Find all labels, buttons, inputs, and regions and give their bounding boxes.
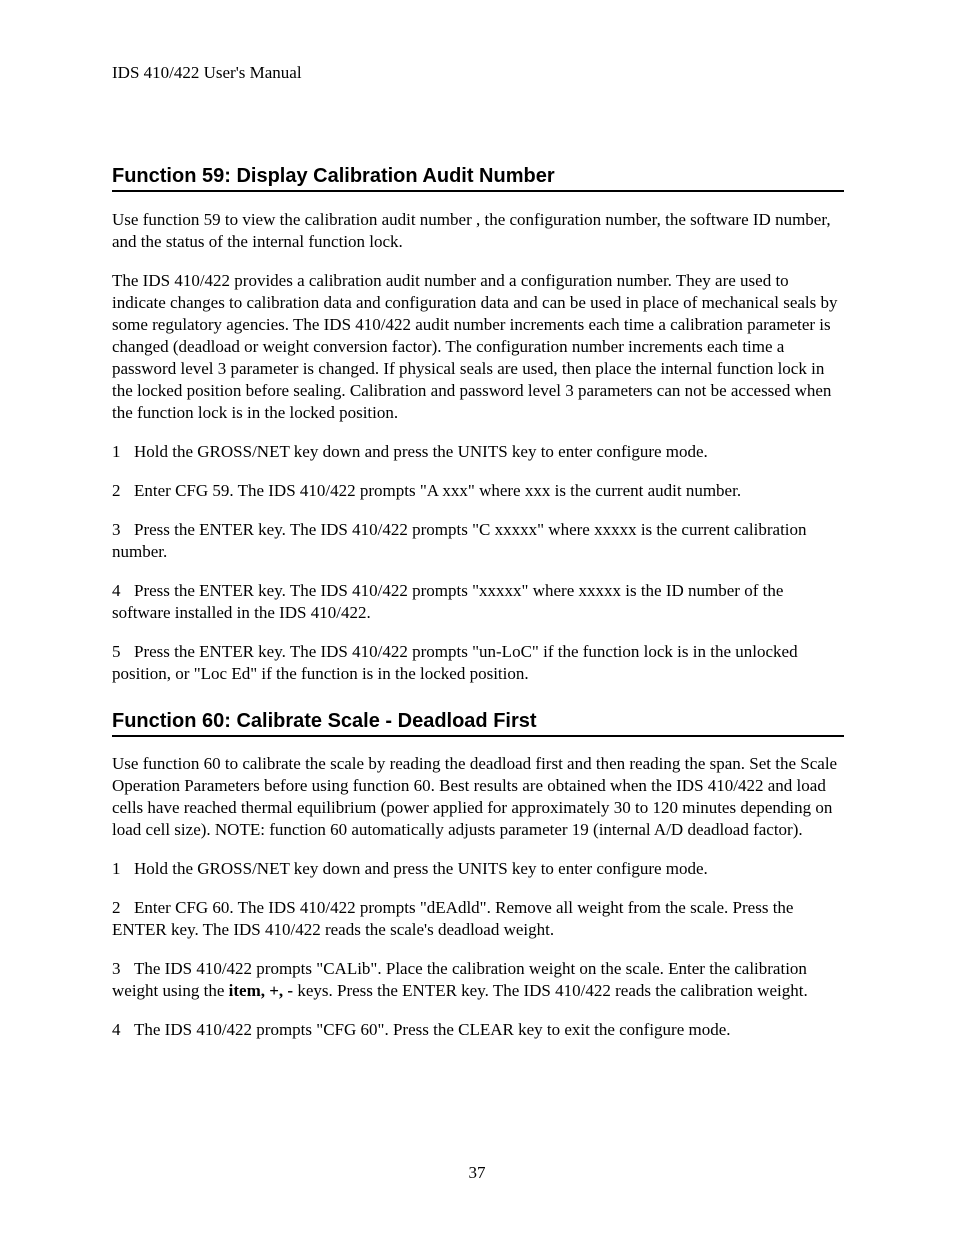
step-number: 3 [112, 959, 121, 978]
function-59-step-3 [112, 519, 844, 563]
step-number: 4 [112, 581, 121, 600]
function-59-description: The IDS 410/422 provides a calibration audit number and a configuration number. They are used to indicate changes to calibration data and configuration data and can be used in place of mechanical seals by some regulatory agencies. The IDS 410/422 audit number increments each time a calibration parameter is changed (deadload or weight conversion factor). The configuration number increments each time a password level 3 parameter is changed. If physical seals are used, then place the internal function lock in the locked position before sealing. Calibration and password level 3 parameters can not be accessed when the function lock is in the locked position. [112, 271, 838, 422]
step-number: 1 [112, 859, 121, 878]
function-60-step-1 [112, 858, 844, 880]
step-text: Enter CFG 60. The IDS 410/422 prompts "dEAdld". Remove all weight from the scale. Press the ENTER key. The IDS 410/422 reads the scale's deadload weight. [112, 898, 794, 939]
step-text-start: The IDS 410/422 prompts "CALib". Place the calibration weight on the scale. Enter the calibration weight using the [112, 959, 807, 1000]
step-number: 4 [112, 1020, 121, 1039]
function-59-step-4 [112, 580, 844, 624]
page-content [112, 163, 844, 1041]
step-number: 5 [112, 642, 121, 661]
step-text: Press the ENTER key. The IDS 410/422 prompts "xxxxx" where xxxxx is the ID number of the software installed in the IDS 410/422. [112, 581, 784, 622]
step-text: Press the ENTER key. The IDS 410/422 prompts "un-LoC" if the function lock is in the unlocked position, or "Loc Ed" if the function is in the locked position. [112, 642, 798, 683]
function-60-step-3 [112, 958, 844, 1002]
step-text-end: keys. Press the ENTER key. The IDS 410/422 reads the calibration weight. [293, 981, 808, 1000]
step-number: 1 [112, 442, 121, 461]
step-text: Enter CFG 59. The IDS 410/422 prompts "A xxx" where xxx is the current audit number. [134, 481, 742, 500]
step-number: 3 [112, 520, 121, 539]
step-text: The IDS 410/422 prompts "CFG 60". Press the CLEAR key to exit the configure mode. [134, 1020, 731, 1039]
step-number: 2 [112, 898, 121, 917]
function-59-step-2 [112, 480, 844, 502]
page-number: 37 [468, 1163, 486, 1182]
step-text: Hold the GROSS/NET key down and press the UNITS key to enter configure mode. [134, 442, 708, 461]
function-60-heading: Function 60: Calibrate Scale - Deadload First [112, 708, 844, 737]
step-number: 2 [112, 481, 121, 500]
step-text: Hold the GROSS/NET key down and press the UNITS key to enter configure mode. [134, 859, 708, 878]
function-60-step-2 [112, 897, 844, 941]
function-59-step-5 [112, 641, 844, 685]
running-header: IDS 410/422 User's Manual [112, 63, 302, 82]
step-text: Press the ENTER key. The IDS 410/422 prompts "C xxxxx" where xxxxx is the current calibration number. [112, 520, 807, 561]
step-text-keys: item, +, - [228, 981, 294, 1000]
function-60-step-4 [112, 1019, 844, 1041]
function-59-heading: Function 59: Display Calibration Audit Number [112, 163, 844, 192]
function-59-step-1 [112, 441, 844, 463]
function-59-intro: Use function 59 to view the calibration audit number , the configuration number, the software ID number, and the status of the internal function lock. [112, 210, 831, 251]
function-60-intro: Use function 60 to calibrate the scale by reading the deadload first and then reading the span. Set the Scale Operation Parameters before using function 60. Best results are obtained when the IDS 410/422 and load cells have reached thermal equilibrium (power applied for approximately 30 to 120 minutes depending on load cell size). NOTE: function 60 automatically adjusts parameter 19 (internal A/D deadload factor). [112, 754, 838, 839]
